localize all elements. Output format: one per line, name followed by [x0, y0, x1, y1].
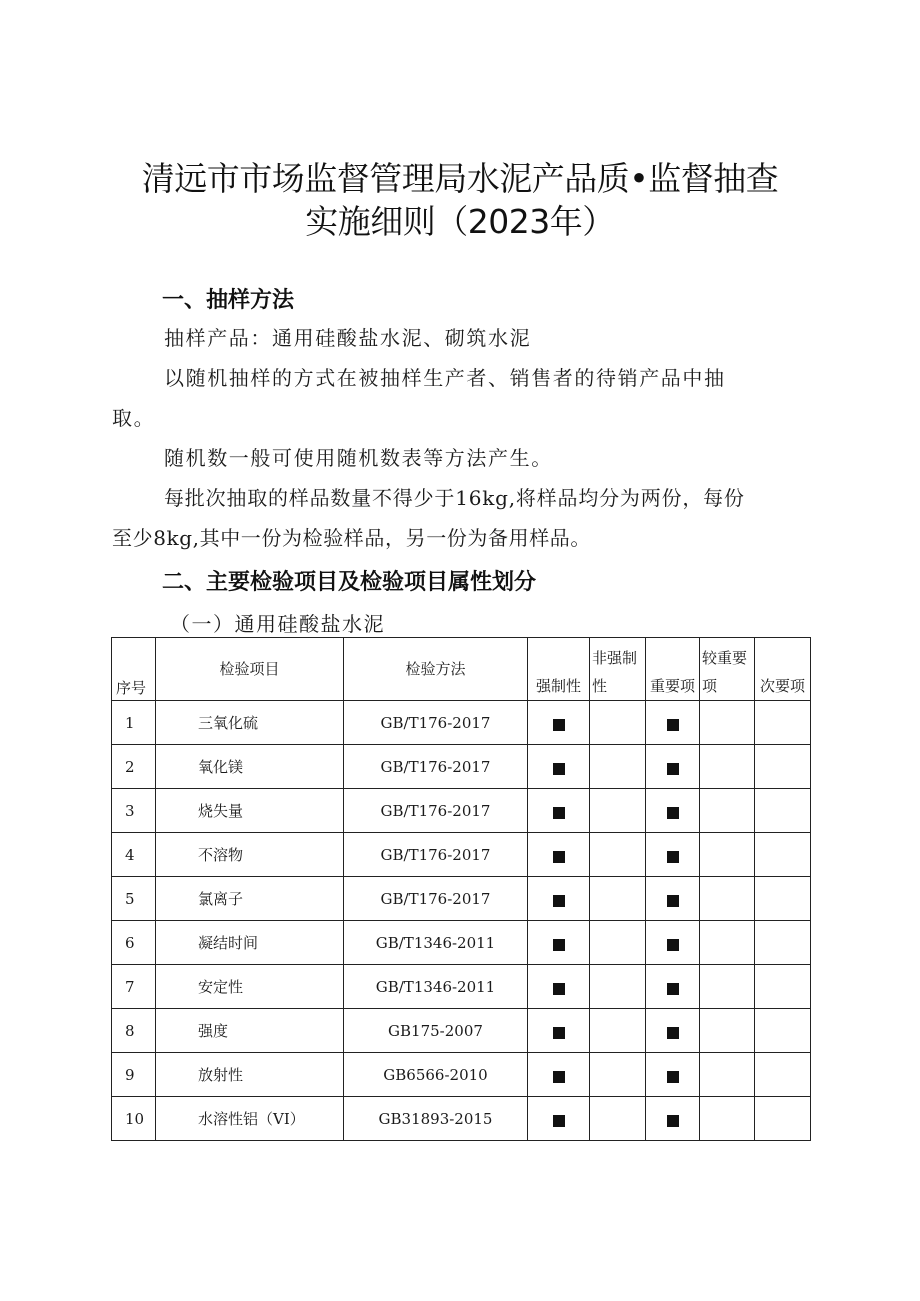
cell-mandatory: [528, 877, 590, 921]
cell-relatively-important: [700, 965, 755, 1009]
filled-square-mark: [667, 983, 679, 995]
filled-square-mark: [553, 895, 565, 907]
cell-method: GB/T1346-2011: [344, 921, 528, 965]
cell-important: [646, 1053, 700, 1097]
cell-minor: [755, 877, 811, 921]
cell-method: GB/T176-2017: [344, 701, 528, 745]
cell-relatively-important: [700, 877, 755, 921]
table-row: [112, 877, 811, 921]
cell-minor: [755, 833, 811, 877]
document-title-line-1: 清远市市场监督管理局水泥产品质•监督抽查: [141, 159, 779, 198]
cell-mandatory: [528, 965, 590, 1009]
header-mandatory: 强制性: [528, 638, 590, 701]
section-2-subheading: （一）通用硅酸盐水泥: [170, 612, 385, 636]
cell-item: 水溶性铝（VI）: [156, 1097, 344, 1141]
paragraph: 取。: [112, 406, 156, 430]
filled-square-mark: [667, 1115, 679, 1127]
cell-index: 5: [112, 877, 156, 921]
cell-relatively-important: [700, 921, 755, 965]
cell-item: 氯离子: [156, 877, 344, 921]
section-2-heading: 二、主要检验项目及检验项目属性划分: [162, 570, 537, 595]
cell-item: 凝结时间: [156, 921, 344, 965]
document-title-line-2: 实施细则（2023年）: [305, 202, 615, 241]
filled-square-mark: [667, 1027, 679, 1039]
cell-important: [646, 1097, 700, 1141]
filled-square-mark: [553, 939, 565, 951]
header-minor: 次要项: [755, 638, 811, 701]
cell-important: [646, 789, 700, 833]
filled-square-mark: [667, 807, 679, 819]
filled-square-mark: [553, 1071, 565, 1083]
table-row: [112, 701, 811, 745]
cell-important: [646, 1009, 700, 1053]
cell-method: GB/T1346-2011: [344, 965, 528, 1009]
cell-index: 6: [112, 921, 156, 965]
filled-square-mark: [667, 763, 679, 775]
inspection-items-table: [111, 637, 811, 1141]
cell-non-mandatory: [590, 789, 646, 833]
cell-minor: [755, 965, 811, 1009]
cell-non-mandatory: [590, 877, 646, 921]
cell-item: 强度: [156, 1009, 344, 1053]
header-relatively-important: 较重要项: [700, 638, 755, 701]
cell-index: 9: [112, 1053, 156, 1097]
cell-minor: [755, 789, 811, 833]
filled-square-mark: [553, 851, 565, 863]
cell-mandatory: [528, 789, 590, 833]
cell-mandatory: [528, 745, 590, 789]
cell-mandatory: [528, 1009, 590, 1053]
table-row: [112, 833, 811, 877]
cell-non-mandatory: [590, 701, 646, 745]
cell-important: [646, 965, 700, 1009]
cell-mandatory: [528, 833, 590, 877]
cell-index: 4: [112, 833, 156, 877]
section-1-heading: 一、抽样方法: [162, 288, 295, 313]
filled-square-mark: [553, 1115, 565, 1127]
cell-index: 10: [112, 1097, 156, 1141]
filled-square-mark: [553, 763, 565, 775]
cell-method: GB175-2007: [344, 1009, 528, 1053]
cell-non-mandatory: [590, 1053, 646, 1097]
header-important: 重要项: [646, 638, 700, 701]
filled-square-mark: [667, 851, 679, 863]
table-row: [112, 1053, 811, 1097]
cell-method: GB/T176-2017: [344, 877, 528, 921]
filled-square-mark: [667, 939, 679, 951]
table-row: [112, 745, 811, 789]
cell-mandatory: [528, 1097, 590, 1141]
cell-relatively-important: [700, 1053, 755, 1097]
cell-item: 安定性: [156, 965, 344, 1009]
cell-mandatory: [528, 1053, 590, 1097]
cell-item: 烧失量: [156, 789, 344, 833]
cell-relatively-important: [700, 833, 755, 877]
cell-method: GB/T176-2017: [344, 833, 528, 877]
cell-minor: [755, 745, 811, 789]
cell-index: 3: [112, 789, 156, 833]
cell-index: 2: [112, 745, 156, 789]
cell-mandatory: [528, 921, 590, 965]
cell-minor: [755, 1053, 811, 1097]
cell-non-mandatory: [590, 921, 646, 965]
filled-square-mark: [553, 807, 565, 819]
cell-minor: [755, 921, 811, 965]
cell-important: [646, 877, 700, 921]
table-header-row: [112, 638, 811, 701]
filled-square-mark: [667, 895, 679, 907]
header-non-mandatory: 非强制性: [590, 638, 646, 701]
cell-non-mandatory: [590, 1097, 646, 1141]
paragraph: 随机数一般可使用随机数表等方法产生。: [164, 446, 553, 470]
paragraph: 每批次抽取的样品数量不得少于16kg,将样品均分为两份，每份: [164, 486, 745, 510]
cell-mandatory: [528, 701, 590, 745]
filled-square-mark: [553, 983, 565, 995]
paragraph: 以随机抽样的方式在被抽样生产者、销售者的待销产品中抽: [164, 366, 726, 390]
paragraph: 抽样产品：通用硅酸盐水泥、砌筑水泥: [164, 326, 532, 350]
header-item: 检验项目: [156, 638, 344, 701]
cell-relatively-important: [700, 1097, 755, 1141]
cell-non-mandatory: [590, 965, 646, 1009]
cell-relatively-important: [700, 701, 755, 745]
header-index: 序号: [112, 638, 156, 701]
filled-square-mark: [553, 719, 565, 731]
cell-minor: [755, 1097, 811, 1141]
cell-non-mandatory: [590, 745, 646, 789]
cell-method: GB/T176-2017: [344, 789, 528, 833]
cell-method: GB/T176-2017: [344, 745, 528, 789]
filled-square-mark: [667, 1071, 679, 1083]
cell-index: 1: [112, 701, 156, 745]
cell-important: [646, 701, 700, 745]
table-row: [112, 1097, 811, 1141]
table-row: [112, 965, 811, 1009]
cell-relatively-important: [700, 1009, 755, 1053]
cell-minor: [755, 1009, 811, 1053]
paragraph: 至少8kg,其中一份为检验样品，另一份为备用样品。: [112, 526, 592, 550]
cell-relatively-important: [700, 745, 755, 789]
cell-index: 8: [112, 1009, 156, 1053]
cell-relatively-important: [700, 789, 755, 833]
cell-important: [646, 921, 700, 965]
table-row: [112, 1009, 811, 1053]
filled-square-mark: [553, 1027, 565, 1039]
cell-important: [646, 745, 700, 789]
cell-important: [646, 833, 700, 877]
table-row: [112, 789, 811, 833]
filled-square-mark: [667, 719, 679, 731]
cell-index: 7: [112, 965, 156, 1009]
cell-non-mandatory: [590, 1009, 646, 1053]
cell-item: 三氧化硫: [156, 701, 344, 745]
cell-minor: [755, 701, 811, 745]
table-row: [112, 921, 811, 965]
header-method: 检验方法: [344, 638, 528, 701]
cell-item: 放射性: [156, 1053, 344, 1097]
cell-method: GB6566-2010: [344, 1053, 528, 1097]
cell-item: 氧化镁: [156, 745, 344, 789]
cell-method: GB31893-2015: [344, 1097, 528, 1141]
cell-non-mandatory: [590, 833, 646, 877]
cell-item: 不溶物: [156, 833, 344, 877]
